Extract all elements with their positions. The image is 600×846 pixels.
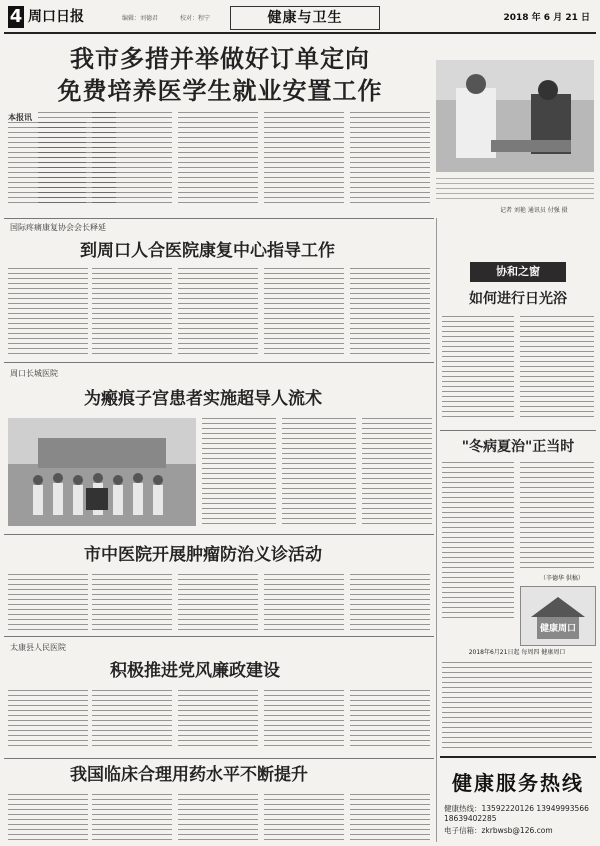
lead-photo: [436, 60, 594, 172]
hotline-phones: [444, 804, 598, 824]
tcm-text-col2: [92, 574, 172, 630]
hotline-email-address[interactable]: zkrbwsb@126.com: [481, 826, 553, 835]
greatwall-kicker: 周口长城医院: [10, 369, 58, 378]
pain-text-col4: [264, 268, 344, 356]
sidebar-box-title: 协和之窗: [470, 262, 566, 282]
page-header: [4, 2, 596, 34]
taikang-headline: 积极推进党风廉政建设: [110, 661, 280, 681]
taikang-text-col5: [350, 690, 430, 750]
lead-text-col1b: [8, 122, 86, 204]
pain-text-col5: [350, 268, 430, 356]
taikang-text-col1: [8, 690, 88, 750]
sun-text-col1: [442, 316, 514, 420]
pain-text-col2: [92, 268, 172, 356]
lead-byline: 本报讯: [8, 113, 32, 122]
greatwall-text-col2: [282, 418, 356, 526]
antibiotics-text-col4: [264, 794, 344, 840]
pain-text-col3: [178, 268, 258, 356]
tcm-text-col4: [264, 574, 344, 630]
divider: [4, 218, 434, 219]
lead-text-col2: [92, 112, 172, 204]
sidebar-notice-text: [442, 662, 592, 750]
taikang-text-col3: [178, 690, 258, 750]
lead-text-col3: [178, 112, 258, 204]
taikang-kicker: 太康县人民医院: [10, 643, 66, 652]
antibiotics-text-col3: [178, 794, 258, 840]
issue-date: 2018 年 6 月 21 日: [503, 13, 590, 23]
greatwall-text-col3: [362, 418, 432, 526]
divider: [440, 756, 596, 758]
winter-headline: "冬病夏治"正当时: [461, 439, 575, 455]
health-zhoukou-ad: [520, 586, 596, 646]
taikang-text-col2: [92, 690, 172, 750]
proofreader-credit: 校对：程宁: [180, 15, 211, 22]
section-title: 健康与卫生: [230, 6, 380, 30]
winter-byline: （辛德华 供稿）: [540, 575, 584, 582]
ad-text: 2018年6月21日起 每周四 健康周口: [468, 649, 566, 656]
tcm-headline: 市中医院开展肿瘤防治义诊活动: [84, 545, 322, 565]
divider: [440, 430, 596, 431]
sun-text-col2: [520, 316, 594, 420]
antibiotics-text-col2: [92, 794, 172, 840]
antibiotics-text-col1: [8, 794, 88, 840]
greatwall-text-col1: [202, 418, 276, 526]
divider: [4, 636, 434, 637]
sun-headline: 如何进行日光浴: [469, 291, 567, 307]
antibiotics-text-col5: [350, 794, 430, 840]
winter-text-col1: [442, 462, 514, 618]
divider: [4, 362, 434, 363]
lead-headline-line1: 我市多措并举做好订单定向: [70, 44, 370, 73]
pain-text-col1: [8, 268, 88, 356]
lead-photo-caption-text: [436, 178, 594, 200]
lead-text-col4: [264, 112, 344, 204]
pain-kicker: 国际疼痛康复协会会长释延: [10, 223, 106, 232]
tcm-text-col1: [8, 574, 88, 630]
hotline-email: [444, 826, 553, 836]
greatwall-photo: [8, 418, 196, 526]
tcm-text-col3: [178, 574, 258, 630]
divider: [4, 534, 434, 535]
page-number: 4: [9, 6, 23, 27]
divider: [4, 758, 434, 759]
lead-text-col5: [350, 112, 430, 204]
winter-text-col2: [520, 462, 594, 572]
taikang-text-col4: [264, 690, 344, 750]
hotline-phone-numbers: 13592220126 13949993566 18639402285: [444, 804, 589, 823]
greatwall-headline: 为瘢痕子宫患者实施超导人流术: [84, 389, 322, 409]
lead-headline-line2: 免费培养医学生就业安置工作: [57, 76, 383, 105]
lead-photo-credit: 记者 刘艳 通讯员 付强 摄: [500, 207, 568, 214]
tcm-text-col5: [350, 574, 430, 630]
pain-headline: 到周口人合医院康复中心指导工作: [80, 241, 335, 261]
sidebar-divider: [436, 218, 437, 842]
antibiotics-headline: 我国临床合理用药水平不断提升: [70, 765, 308, 785]
ad-title: 健康周口: [539, 624, 576, 634]
hotline-phone-label: 健康热线：: [444, 804, 482, 813]
paper-name: 周口日报: [28, 9, 84, 25]
hotline-title: 健康服务热线: [452, 771, 584, 795]
editor-credit: 编辑：刘德君: [122, 15, 159, 22]
hotline-email-label: 电子信箱：: [444, 826, 482, 835]
